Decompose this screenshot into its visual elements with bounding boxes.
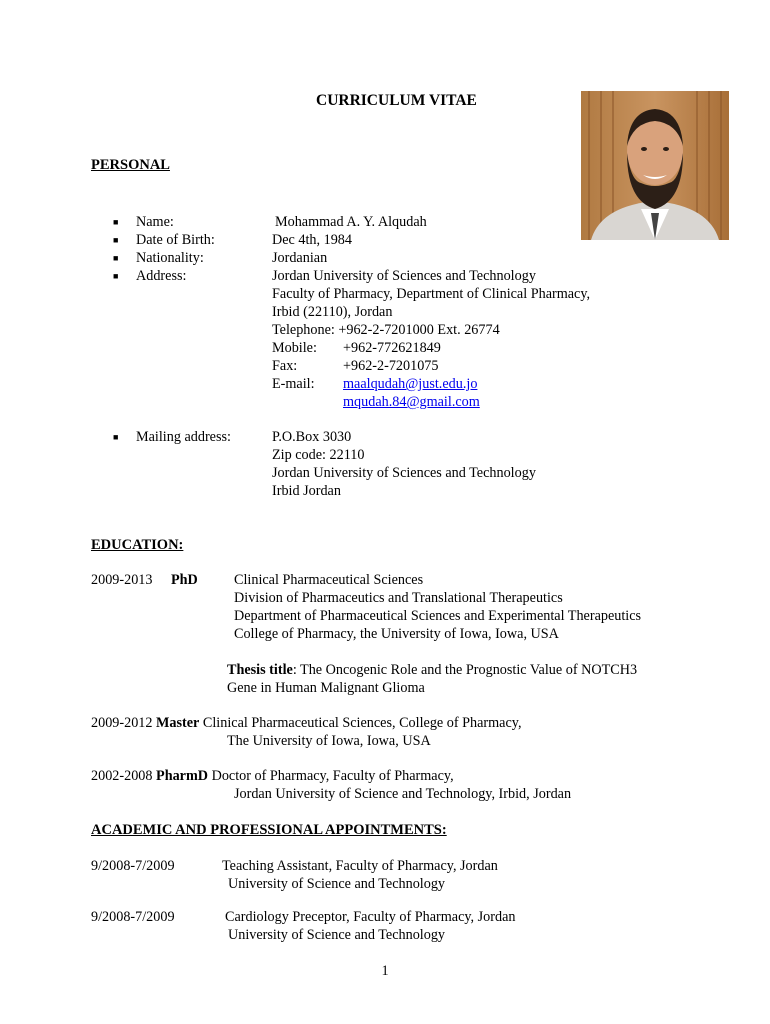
thesis-line-1: [227, 661, 637, 679]
mailing-line: Zip code: 22110: [272, 447, 365, 463]
email-label: E-mail:: [272, 376, 315, 392]
master-text: Clinical Pharmaceutical Sciences, College of Pharmacy,: [199, 715, 522, 731]
appointment-dates: 9/2008-7/2009: [91, 858, 175, 874]
mailing-line: Jordan University of Sciences and Technology: [272, 465, 536, 481]
master-line-2: The University of Iowa, Iowa, USA: [227, 733, 431, 749]
appointment-line: Cardiology Preceptor, Faculty of Pharmacy, Jordan: [225, 909, 516, 925]
phd-years: 2009-2013: [91, 572, 153, 588]
mailing-line: P.O.Box 3030: [272, 429, 352, 445]
fax-label: Fax:: [272, 358, 298, 374]
label-name: Name:: [136, 214, 174, 230]
thesis-label: Thesis title: [227, 662, 293, 678]
mailing-line: Irbid Jordan: [272, 483, 341, 499]
label-mailing: Mailing address:: [136, 429, 231, 445]
master-line-1: [91, 714, 522, 732]
profile-photo: [581, 91, 729, 240]
thesis-line-2: Gene in Human Malignant Glioma: [227, 680, 425, 696]
pharmd-text: Doctor of Pharmacy, Faculty of Pharmacy,: [208, 768, 454, 784]
value-dob: Dec 4th, 1984: [272, 232, 352, 248]
master-years: 2009-2012: [91, 715, 153, 731]
bullet-icon: ■: [113, 271, 119, 281]
phd-line: Department of Pharmaceutical Sciences and Experimental Therapeutics: [234, 608, 642, 624]
mobile-value: +962-772621849: [343, 340, 441, 356]
bullet-icon: ■: [113, 253, 119, 263]
pharmd-years: 2002-2008: [91, 768, 153, 784]
address-line: Jordan University of Sciences and Technology: [272, 268, 536, 284]
email-link-1[interactable]: maalqudah@just.edu.jo: [343, 376, 478, 392]
phd-degree: PhD: [171, 572, 198, 588]
address-line: Irbid (22110), Jordan: [272, 304, 393, 320]
page-title: CURRICULUM VITAE: [316, 92, 477, 109]
appointment-line: University of Science and Technology: [228, 927, 446, 943]
pharmd-degree: PharmD: [156, 768, 209, 784]
mobile-label: Mobile:: [272, 340, 317, 356]
label-dob: Date of Birth:: [136, 232, 215, 248]
value-name: Mohammad A. Y. Alqudah: [275, 214, 427, 230]
value-nationality: Jordanian: [272, 250, 328, 266]
appointment-dates: 9/2008-7/2009: [91, 909, 175, 925]
appointment-line: Teaching Assistant, Faculty of Pharmacy, Jordan: [222, 858, 498, 874]
fax-value: +962-2-7201075: [343, 358, 439, 374]
education-heading: EDUCATION:: [91, 537, 184, 553]
personal-heading: PERSONAL: [91, 157, 170, 173]
bullet-icon: ■: [113, 235, 119, 245]
appointments-heading: ACADEMIC AND PROFESSIONAL APPOINTMENTS:: [91, 822, 447, 838]
address-line: Telephone: +962-2-7201000 Ext. 26774: [272, 322, 500, 338]
bullet-icon: ■: [113, 432, 119, 442]
thesis-text: : The Oncogenic Role and the Prognostic Value of NOTCH3: [292, 662, 638, 678]
portrait-image: [581, 91, 729, 240]
label-nationality: Nationality:: [136, 250, 204, 266]
email-link-2[interactable]: mqudah.84@gmail.com: [343, 394, 480, 410]
label-address: Address:: [136, 268, 187, 284]
bullet-icon: ■: [113, 217, 119, 227]
pharmd-line-1: [91, 767, 454, 785]
pharmd-line-2: Jordan University of Science and Technology, Irbid, Jordan: [234, 786, 572, 802]
phd-line: Division of Pharmaceutics and Translational Therapeutics: [234, 590, 563, 606]
phd-line: Clinical Pharmaceutical Sciences: [234, 572, 424, 588]
address-line: Faculty of Pharmacy, Department of Clinical Pharmacy,: [272, 286, 591, 302]
phd-line: College of Pharmacy, the University of Iowa, Iowa, USA: [234, 626, 559, 642]
page-number: 1: [381, 963, 389, 979]
appointment-line: University of Science and Technology: [228, 876, 446, 892]
master-degree: Master: [156, 715, 200, 731]
